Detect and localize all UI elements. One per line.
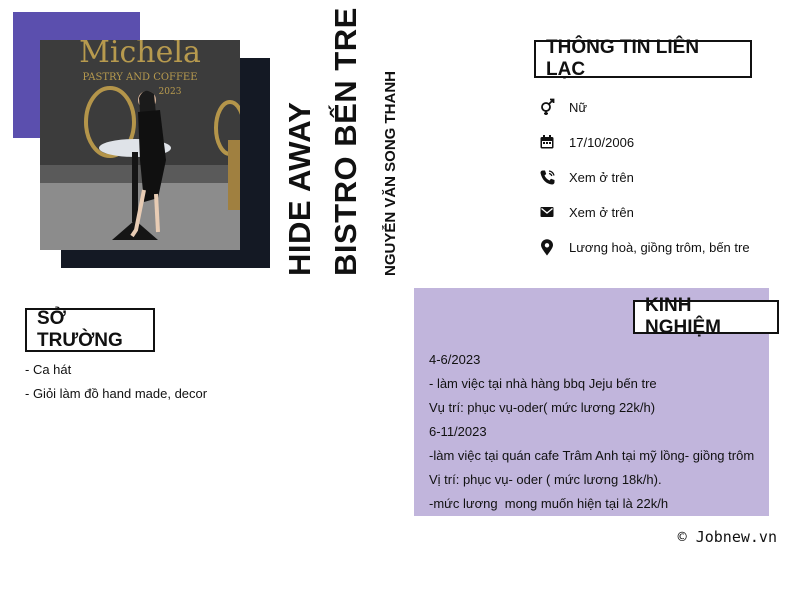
contact-section-title: THÔNG TIN LIÊN LẠC xyxy=(534,40,752,78)
experience-line: Vị trí: phục vụ- oder ( mức lương 18k/h). xyxy=(429,472,662,487)
sign-subtext: PASTRY AND COFFEE xyxy=(82,72,198,83)
experience-line: Vụ trí: phục vụ-oder( mức lương 22k/h) xyxy=(429,400,656,415)
contact-row-address xyxy=(537,237,787,257)
experience-section-title: KINH NGHIỆM xyxy=(633,300,779,334)
phone-icon xyxy=(537,167,557,187)
copyright-text: © Jobnew.vn xyxy=(677,528,777,546)
contact-row-gender xyxy=(537,97,787,117)
sign-text: Michela xyxy=(79,40,201,70)
contact-row-phone xyxy=(537,167,787,187)
birthdate-value: 17/10/2006 xyxy=(569,134,635,150)
location-pin-icon xyxy=(537,237,557,257)
phone-value: Xem ở trên xyxy=(569,169,634,185)
profile-photo xyxy=(40,40,240,250)
skill-item: - Ca hát xyxy=(25,362,72,377)
calendar-icon xyxy=(537,132,557,152)
contact-row-email xyxy=(537,202,787,222)
company-title-line2: BISTRO BẾN TRE xyxy=(328,7,363,276)
sign-year: 2023 xyxy=(158,87,182,97)
company-title-line1: HIDE AWAY xyxy=(282,101,317,276)
experience-line: - làm việc tại nhà hàng bbq Jeju bến tre xyxy=(429,376,657,391)
contact-row-birthdate xyxy=(537,132,787,152)
gender-icon xyxy=(537,97,557,117)
experience-line: 4-6/2023 xyxy=(429,352,481,367)
skill-item: - Giỏi làm đồ hand made, decor xyxy=(25,386,208,401)
address-value: Lương hoà, giồng trôm, bến tre xyxy=(569,239,750,255)
gender-value: Nữ xyxy=(569,99,588,115)
candidate-name: NGUYỄN VĂN SONG THANH xyxy=(382,70,399,276)
email-icon xyxy=(537,202,557,222)
skills-section-title: SỞ TRƯỜNG xyxy=(25,308,155,352)
experience-line: 6-11/2023 xyxy=(429,424,487,439)
experience-line: -mức lương mong muốn hiện tại là 22k/h xyxy=(429,496,669,511)
email-value: Xem ở trên xyxy=(569,204,634,220)
experience-line: -làm việc tại quán cafe Trâm Anh tại mỹ lồng- giồng trôm xyxy=(429,448,755,463)
